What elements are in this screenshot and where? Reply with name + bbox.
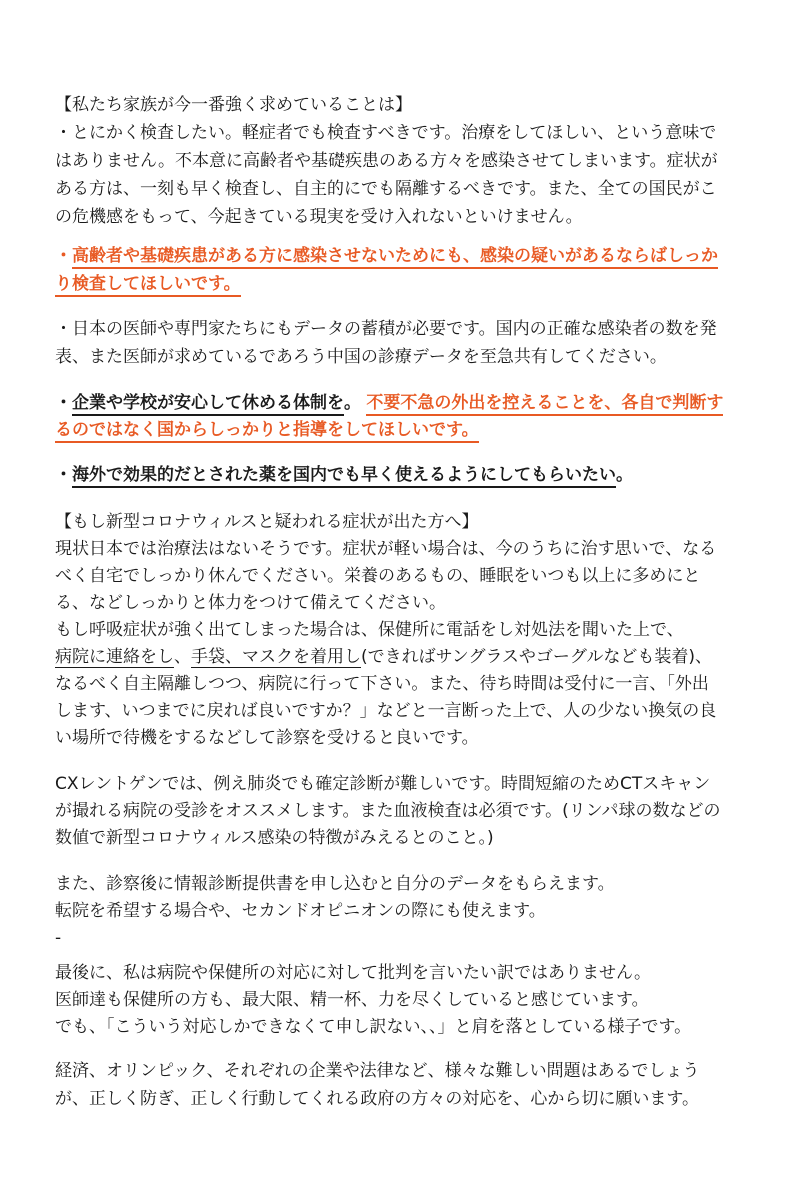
period: 。 (344, 393, 361, 413)
medicine-line (55, 462, 633, 488)
paragraph-line: が、正しく防ぎ、正しく行動してくれる政府の方々の対応を、心から切に願います。 (55, 1089, 699, 1109)
paragraph-line: 転院を希望する場合や、セカンドオピニオンの際にも使えます。 (55, 901, 546, 921)
paragraph-line: 経済、オリンピック、それぞれの企業や法律など、様々な難しい問題はあるでしょう (55, 1061, 700, 1081)
bold-underlined-text: 企業や学校が安心して休める体制を (72, 393, 344, 416)
highlight-test-line-2 (55, 271, 241, 297)
symptoms-underlined-line (55, 644, 712, 670)
bullet: ・ (55, 246, 72, 266)
paragraph-line: また、診察後に情報診断提供書を申し込むと自分のデータをもらえます。 (55, 874, 615, 894)
period: 。 (616, 465, 633, 485)
paragraph-line: 最後に、私は病院や保健所の対応に対して批判を言いたい訳ではありません。 (55, 963, 652, 983)
highlight-text: り検査してほしいです。 (55, 274, 241, 297)
underlined-text: 病院に連絡をし (55, 647, 174, 667)
highlight-text: 高齢者や基礎疾患がある方に感染させないためにも、感染の疑いがあるならばしっか (72, 246, 718, 269)
paragraph-line: します、いつまでに戻れば良いですか？」などと一言断った上で、人の少ない換気の良 (55, 701, 717, 721)
rest-system-line-1 (55, 390, 723, 416)
paragraph-line: の危機感をもって、今起きている現実を受け入れないといけません。 (55, 207, 583, 227)
paragraph-line: 現状日本では治療法はないそうです。症状が軽い場合は、今のうちに治す思いで、なる (55, 539, 717, 559)
paragraph-line: CXレントゲンでは、例え肺炎でも確定診断が難しいです。時間短縮のためCTスキャン (55, 774, 711, 794)
paragraph-line: ある方は、一刻も早く検査し、自主的にでも隔離するべきです。また、全ての国民がこ (55, 179, 717, 199)
paragraph-line: 医師達も保健所の方も、最大限、精一杯、力を尽くしていると感じています。 (55, 990, 649, 1010)
paragraph-line: でも、「こういう対応しかできなくて申し訳ない、、」と肩を落としている様子です。 (55, 1017, 692, 1037)
paragraph-line: 表、また医師が求めているであろう中国の診療データを至急共有してください。 (55, 347, 667, 367)
paragraph-line: ・日本の医師や専門家たちにもデータの蓄積が必要です。国内の正確な感染者の数を発 (55, 319, 717, 339)
paragraph-line: い場所で待機をするなどして診察を受けると良いです。 (55, 728, 479, 748)
paragraph-line: 数値で新型コロナウィルス感染の特徴がみえるとのこと。) (55, 828, 494, 848)
orange-underlined-text: 不要不急の外出を控えることを、各自で判断す (366, 393, 723, 416)
comma: 、 (174, 647, 191, 667)
bullet: ・ (55, 465, 72, 485)
family-request-heading: 【私たち家族が今一番強く求めていることは】 (55, 95, 412, 115)
rest-system-line-2 (55, 417, 479, 443)
paragraph-line: ・とにかく検査したい。軽症者でも検査すべきです。治療をしてほしい、という意味で (55, 123, 717, 143)
paragraph-line: もし呼吸症状が強く出てしまった場合は、保健所に電話をし対処法を聞いた上で、 (55, 620, 684, 640)
paragraph-text: (できればサングラスやゴーグルなども装着)、 (361, 647, 713, 667)
paragraph-line: が撮れる病院の受診をオススメします。また血液検査は必須です。(リンパ球の数などの (55, 801, 721, 821)
orange-underlined-text: るのではなく国からしっかりと指導をしてほしいです。 (55, 420, 479, 443)
highlight-test-line-1 (55, 243, 718, 269)
dash: - (55, 928, 62, 948)
underlined-text: 手袋、マスクを着用し (191, 647, 361, 667)
paragraph-line: なるべく自主隔離しつつ、病院に行って下さい。また、待ち時間は受付に一言、「外出 (55, 674, 709, 694)
bold-underlined-text: 海外で効果的だとされた薬を国内でも早く使えるようにしてもらいたい (72, 465, 616, 488)
paragraph-line: る、などしっかりと体力をつけて備えてください。 (55, 593, 446, 613)
bullet: ・ (55, 393, 72, 413)
symptoms-heading: 【もし新型コロナウィルスと疑われる症状が出た方へ】 (55, 512, 479, 532)
paragraph-line: べく自宅でしっかり休んでください。栄養のあるもの、睡眠をいつも以上に多めにと (55, 566, 701, 586)
paragraph-line: はありません。不本意に高齢者や基礎疾患のある方々を感染させてしまいます。症状が (55, 151, 718, 171)
